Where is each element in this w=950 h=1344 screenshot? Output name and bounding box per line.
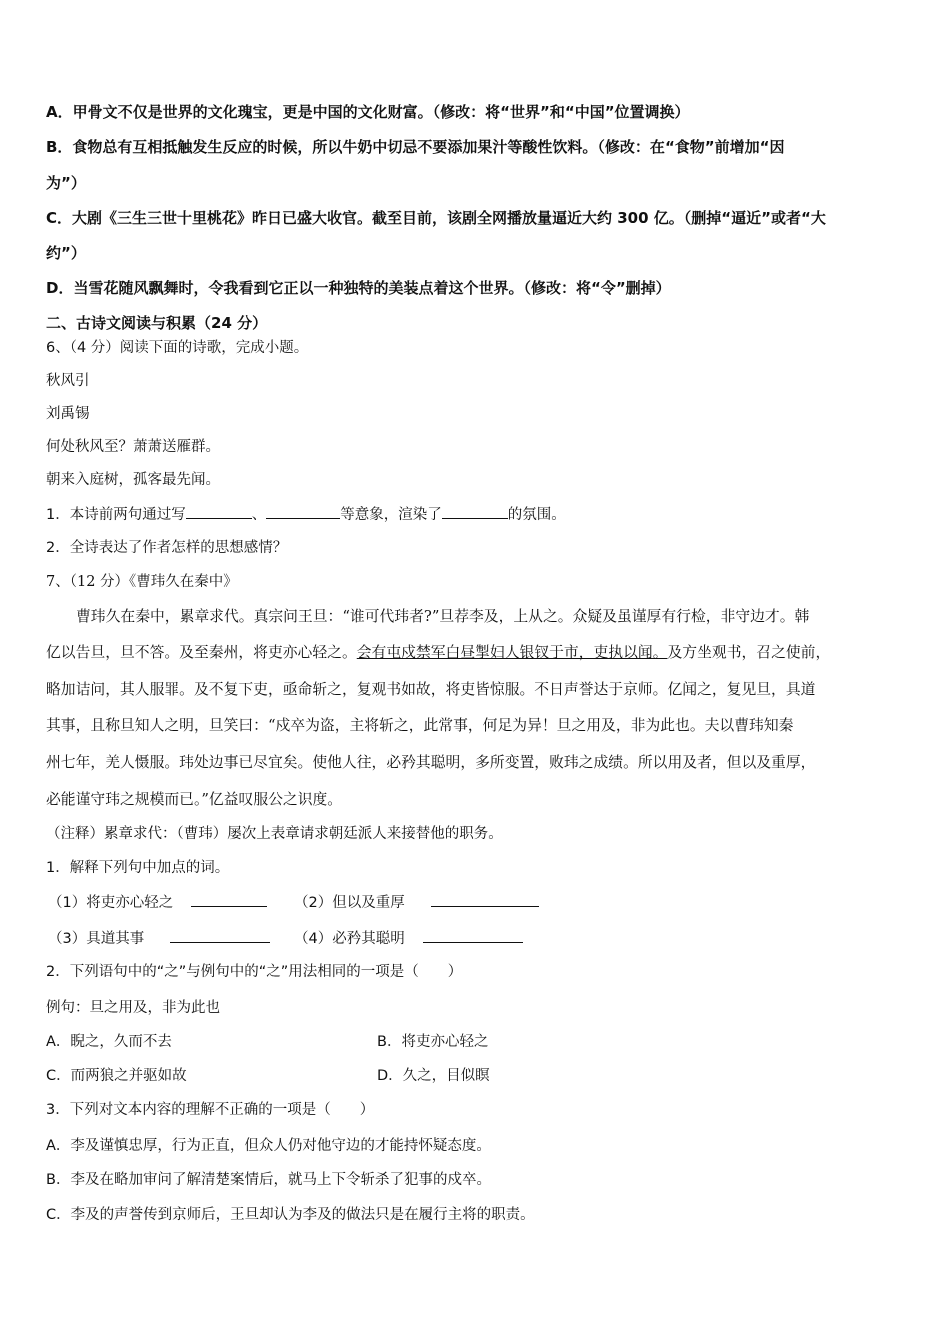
q7-option-c: C．而两狼之并驱如故 xyxy=(46,1068,187,1084)
word-3-text: （3）具道其事 xyxy=(48,931,145,947)
poem-author: 刘禹锡 xyxy=(46,406,90,422)
answer-blank xyxy=(431,892,539,907)
section2-title: 二、古诗文阅读与积累（24 分） xyxy=(46,314,268,332)
q7-option-b: B．将吏亦心轻之 xyxy=(377,1034,489,1050)
q6-intro: 6、（4 分）阅读下面的诗歌，完成小题。 xyxy=(46,340,309,356)
q6-sub1-text-b: 等意象，渲染了 xyxy=(340,507,442,523)
poem-line-2: 朝来入庭树，孤客最先闻。 xyxy=(46,472,220,488)
q5-option-c-line2: 约”） xyxy=(46,244,86,262)
q7-intro: 7、（12 分）《曹玮久在秦中》 xyxy=(46,574,238,590)
passage-line-5: 州七年，羌人慑服。玮处边事已尽宜矣。使他人往，必矜其聪明，多所变置，败玮之成绩。所以用及者，但以及重厚， xyxy=(46,754,816,771)
q5-option-c-line1: C．大剧《三生三世十里桃花》昨日已盛大收官。截至目前，该剧全网播放量逼近大约 300 亿。（删掉“逼近”或者“大 xyxy=(46,209,826,227)
poem-title: 秋风引 xyxy=(46,373,90,389)
answer-blank xyxy=(170,928,270,943)
q5-option-d: D．当雪花随风飘舞时，令我看到它正以一种独特的美装点着这个世界。（修改：将“令”删掉） xyxy=(46,279,671,297)
q6-sub2: 2．全诗表达了作者怎样的思想感情？ xyxy=(46,540,288,556)
q7-option-a: A．睨之，久而不去 xyxy=(46,1034,172,1050)
q5-option-b-line2: 为”） xyxy=(46,174,86,192)
answer-blank xyxy=(266,504,340,519)
q5-option-a: A．甲骨文不仅是世界的文化瑰宝，更是中国的文化财富。（修改：将“世界”和“中国”位置调换） xyxy=(46,103,690,121)
word-4-text: （4）必矜其聪明 xyxy=(294,931,405,947)
q7-word-4 xyxy=(294,928,523,949)
word-1-text: （1）将吏亦心轻之 xyxy=(48,895,174,911)
q6-sub1 xyxy=(46,504,566,525)
q7-sub3-option-a: A．李及谨慎忠厚，行为正直，但众人仍对他守边的才能持怀疑态度。 xyxy=(46,1138,491,1154)
q7-option-d: D．久之，目似瞑 xyxy=(377,1068,490,1084)
q7-sub1: 1．解释下列句中加点的词。 xyxy=(46,860,230,876)
q6-sub1-text-c: 的氛围。 xyxy=(507,507,566,523)
passage-line-1: 曹玮久在秦中，累章求代。真宗问王旦：“谁可代玮者?”旦荐李及，上从之。众疑及虽谨厚有行检，非守边才。韩 xyxy=(76,608,810,625)
answer-blank xyxy=(442,504,508,519)
q7-sub3-option-b: B．李及在略加审问了解清楚案情后，就马上下令斩杀了犯事的戍卒。 xyxy=(46,1172,491,1188)
passage-text: 亿以告旦，旦不答。及至秦州，将吏亦心轻之。 xyxy=(46,644,357,661)
q7-sub3-option-c: C．李及的声誉传到京师后，王旦却认为李及的做法只是在履行主将的职责。 xyxy=(46,1207,535,1223)
q6-sub1-sep: 、 xyxy=(251,507,267,523)
q7-word-1 xyxy=(48,892,267,913)
passage-line-3: 略加诘问，其人服罪。及不复下吏，亟命斩之，复观书如故，将吏皆惊服。不日声誉达于京师。亿闻之，复见旦，具道 xyxy=(46,681,816,698)
q7-word-2 xyxy=(294,892,539,913)
q6-sub1-text-a: 1．本诗前两句通过写 xyxy=(46,507,186,523)
passage-line-6: 必能谨守玮之规模而已。”亿益叹服公之识度。 xyxy=(46,791,343,808)
q7-word-3 xyxy=(48,928,270,949)
q7-sub3: 3．下列对文本内容的理解不正确的一项是（ ） xyxy=(46,1102,375,1118)
q7-sub2: 2．下列语句中的“之”与例句中的“之”用法相同的一项是（ ） xyxy=(46,964,463,980)
answer-blank xyxy=(186,504,252,519)
q7-note: （注释）累章求代：（曹玮）屡次上表章请求朝廷派人来接替他的职务。 xyxy=(46,826,503,842)
answer-blank xyxy=(423,928,523,943)
passage-line-2 xyxy=(46,643,830,663)
passage-text: 及方坐观书，召之使前， xyxy=(667,644,831,661)
poem-line-1: 何处秋风至？萧萧送雁群。 xyxy=(46,439,220,455)
q5-option-b-line1: B．食物总有互相抵触发生反应的时候，所以牛奶中切忌不要添加果汁等酸性饮料。（修改：在“食物”前增加“因 xyxy=(46,138,785,156)
word-2-text: （2）但以及重厚 xyxy=(294,895,405,911)
underlined-sentence: 会有屯戍禁军白昼掣妇人银钗于市，吏执以闻。 xyxy=(356,644,668,661)
answer-blank xyxy=(191,892,267,907)
passage-line-4: 其事，且称旦知人之明，旦笑曰：“戍卒为盗，主将斩之，此常事，何足为异！旦之用及，非为此也。夫以曹玮知秦 xyxy=(46,717,794,734)
q7-example: 例句：旦之用及，非为此也 xyxy=(46,1000,220,1016)
